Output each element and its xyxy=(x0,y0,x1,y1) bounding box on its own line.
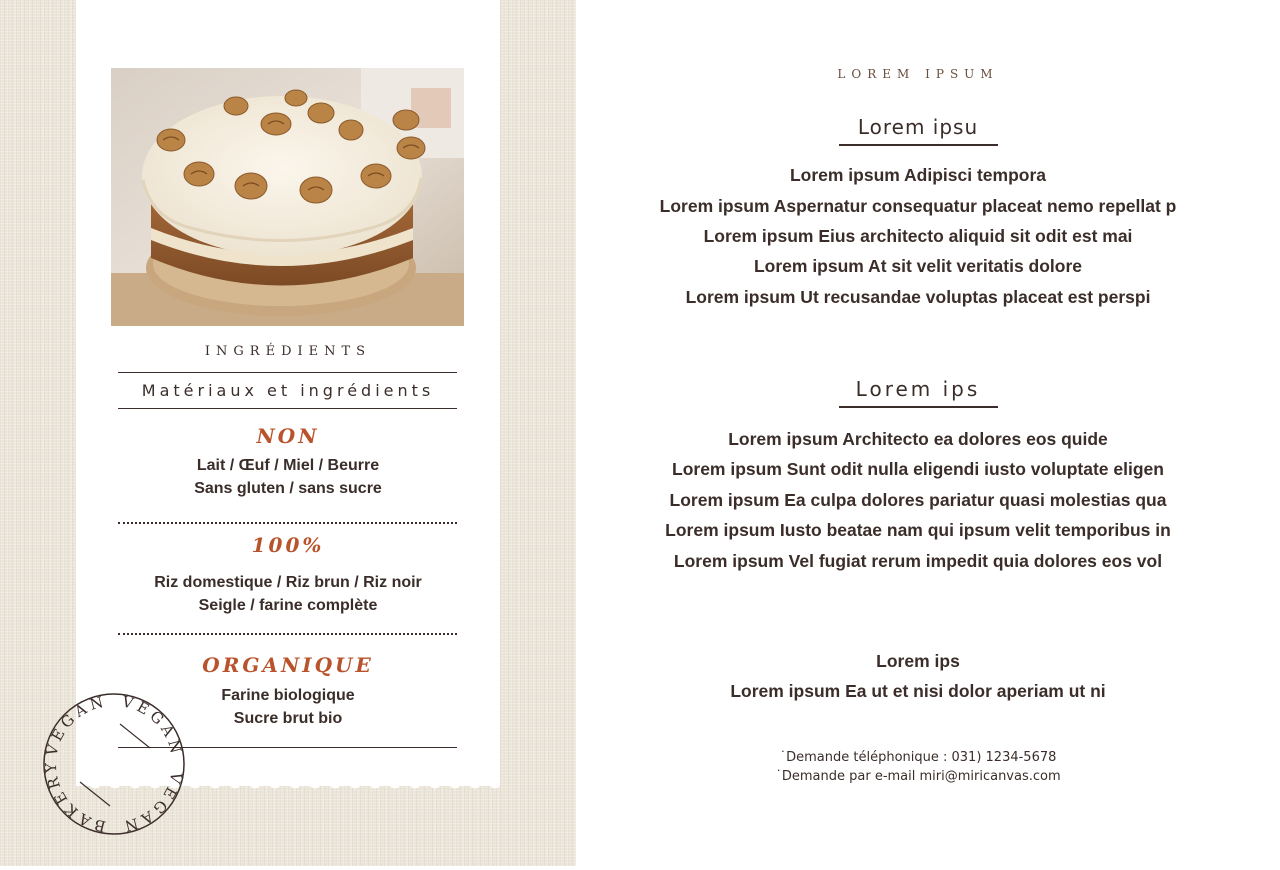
section-underline-2 xyxy=(839,406,998,408)
svg-text:VEGAN xyxy=(119,692,186,759)
section-1-line: Lorem ipsum Aspernatur consequatur placeat nemo repellat p xyxy=(659,196,1177,216)
category-title-organique: ORGANIQUE xyxy=(202,653,374,677)
section-2-line: Lorem ipsum Ea culpa dolores pariatur quasi molestias qua xyxy=(669,490,1167,510)
section-1-line: Lorem ipsum At sit velit veritatis dolore xyxy=(753,256,1083,276)
ingredients-subtitle: Matériaux et ingrédients xyxy=(141,381,435,400)
stamp-top-text: VEGAN xyxy=(120,692,186,759)
section-1-line: Lorem ipsum Eius architecto aliquid sit odit est mai xyxy=(703,226,1133,246)
section-heading-2: Lorem ips xyxy=(855,377,981,401)
category-title-100: 100% xyxy=(251,533,325,557)
vegan-bakery-stamp xyxy=(40,690,188,838)
svg-text:VEGAN xyxy=(119,769,186,836)
section-1-line: Lorem ipsum Adipisci tempora xyxy=(789,165,1047,185)
category-line: Farine biologique xyxy=(221,687,355,704)
category-line: Seigle / farine complète xyxy=(198,597,378,614)
divider-subtitle xyxy=(118,408,457,409)
note-title: Lorem ips xyxy=(876,651,960,671)
stamp-right-text: VEGAN xyxy=(119,770,186,836)
svg-text:BAKERY xyxy=(42,759,108,836)
section-heading-1: Lorem ipsu xyxy=(857,115,979,139)
section-1-line: Lorem ipsum Ut recusandae voluptas placeat est perspi xyxy=(685,287,1151,307)
contact-email: ˙Demande par e-mail miri@miricanvas.com xyxy=(775,769,1061,784)
section-2-line: Lorem ipsum Architecto ea dolores eos quide xyxy=(728,429,1108,449)
section-2-line: Lorem ipsum Sunt odit nulla eligendi iusto voluptate eligen xyxy=(672,459,1164,479)
dotted-divider xyxy=(118,522,457,524)
cake-photo xyxy=(111,68,464,326)
right-kicker: LOREM IPSUM xyxy=(837,67,999,81)
section-2-line: Lorem ipsum Vel fugiat rerum impedit quia dolores eos vol xyxy=(673,551,1163,571)
section-underline-1 xyxy=(839,144,998,146)
dotted-divider xyxy=(118,633,457,635)
category-line: Sans gluten / sans sucre xyxy=(194,480,382,497)
category-line: Lait / Œuf / Miel / Beurre xyxy=(196,457,380,474)
note-line: Lorem ipsum Ea ut et nisi dolor aperiam ut ni xyxy=(730,681,1106,701)
ingredients-kicker: INGRÉDIENTS xyxy=(204,344,372,359)
category-title-non: NON xyxy=(256,424,320,448)
stamp-left-text: VEGAN xyxy=(42,692,109,758)
stamp-bottom-text: BAKERY xyxy=(41,758,108,836)
svg-text:VEGAN xyxy=(42,692,109,759)
contact-phone: ˙Demande téléphonique : 031) 1234-5678 xyxy=(779,750,1057,765)
section-2-line: Lorem ipsum Iusto beatae nam qui ipsum velit temporibus in xyxy=(665,520,1171,540)
divider-top xyxy=(118,372,457,373)
category-line: Riz domestique / Riz brun / Riz noir xyxy=(154,574,422,591)
category-line: Sucre brut bio xyxy=(233,710,343,727)
